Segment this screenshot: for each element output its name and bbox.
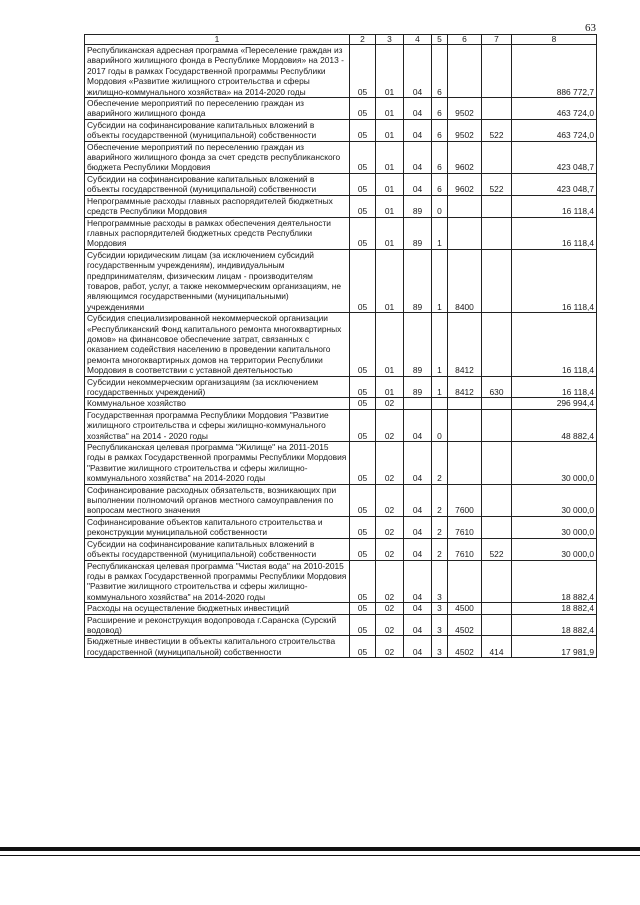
row-amount: 48 882,4 — [512, 409, 597, 441]
row-target-item-code: 4502 — [448, 614, 482, 636]
row-section-code: 05 — [350, 173, 376, 195]
row-target-item-code — [448, 195, 482, 217]
row-target-item-code: 4502 — [448, 636, 482, 658]
row-program-code: 04 — [404, 538, 432, 560]
row-subsection-code: 02 — [376, 409, 404, 441]
row-amount: 16 118,4 — [512, 376, 597, 398]
row-target-item-code — [448, 560, 482, 603]
row-subsection-code: 02 — [376, 560, 404, 603]
row-section-code: 05 — [350, 538, 376, 560]
row-subprogram-code: 3 — [432, 603, 448, 614]
row-target-item-code: 8400 — [448, 249, 482, 312]
row-amount: 16 118,4 — [512, 249, 597, 312]
row-program-code: 04 — [404, 614, 432, 636]
row-program-code: 04 — [404, 516, 432, 538]
column-header-name: 1 — [85, 35, 350, 45]
column-header-subprogram: 5 — [432, 35, 448, 45]
row-expense-type-code — [482, 195, 512, 217]
budget-table — [84, 34, 597, 658]
row-expense-type-code — [482, 560, 512, 603]
row-target-item-code: 9502 — [448, 98, 482, 120]
row-subsection-code: 01 — [376, 195, 404, 217]
row-amount: 463 724,0 — [512, 98, 597, 120]
row-amount: 16 118,4 — [512, 313, 597, 376]
row-subprogram-code: 1 — [432, 249, 448, 312]
row-expense-type-code — [482, 98, 512, 120]
column-header-subsection: 3 — [376, 35, 404, 45]
row-subprogram-code: 6 — [432, 141, 448, 173]
row-section-code: 05 — [350, 249, 376, 312]
table-row — [85, 141, 597, 173]
row-subprogram-code: 2 — [432, 484, 448, 516]
row-subprogram-code: 6 — [432, 173, 448, 195]
row-subprogram-code: 0 — [432, 195, 448, 217]
row-name: Обеспечение мероприятий по переселению граждан из аварийного жилищного фонда — [85, 98, 350, 120]
row-section-code: 05 — [350, 603, 376, 614]
row-program-code: 04 — [404, 173, 432, 195]
row-subprogram-code: 2 — [432, 538, 448, 560]
row-amount: 18 882,4 — [512, 603, 597, 614]
row-name: Республиканская целевая программа "Чистая вода" на 2010-2015 годы в рамках Государственной программы Республики Мордовия "Развитие жилищного строительства и сферы жилищно-коммунального хозяйства" на 2014-2020 годы — [85, 560, 350, 603]
row-section-code: 05 — [350, 398, 376, 409]
row-target-item-code: 8412 — [448, 313, 482, 376]
row-name: Субсидии юридическим лицам (за исключением субсидий государственным учреждениям), индивидуальным предпринимателям, физическим лицам - производителям товаров, работ, услуг, а также некоммерческим организациям, не являющимся государственными (муниципальными) учреждениями — [85, 249, 350, 312]
row-section-code: 05 — [350, 516, 376, 538]
row-expense-type-code: 522 — [482, 119, 512, 141]
row-name: Субсидии некоммерческим организациям (за исключением государственных учреждений) — [85, 376, 350, 398]
row-program-code: 89 — [404, 249, 432, 312]
row-expense-type-code — [482, 484, 512, 516]
row-name: Субсидии на софинансирование капитальных вложений в объекты государственной (муниципальной) собственности — [85, 173, 350, 195]
row-subprogram-code: 0 — [432, 409, 448, 441]
row-program-code: 89 — [404, 195, 432, 217]
row-subprogram-code: 1 — [432, 217, 448, 249]
row-program-code: 04 — [404, 560, 432, 603]
row-target-item-code: 9602 — [448, 173, 482, 195]
row-section-code: 05 — [350, 560, 376, 603]
row-expense-type-code: 414 — [482, 636, 512, 658]
table-row — [85, 398, 597, 409]
row-amount: 30 000,0 — [512, 538, 597, 560]
row-name: Субсидии на софинансирование капитальных вложений в объекты государственной (муниципальной) собственности — [85, 119, 350, 141]
row-subsection-code: 02 — [376, 636, 404, 658]
row-name: Обеспечение мероприятий по переселению граждан из аварийного жилищного фонда за счет средств республиканского бюджета Республики Мордовия — [85, 141, 350, 173]
row-program-code: 89 — [404, 217, 432, 249]
row-expense-type-code: 522 — [482, 538, 512, 560]
row-amount: 30 000,0 — [512, 484, 597, 516]
row-amount: 423 048,7 — [512, 141, 597, 173]
row-subsection-code: 01 — [376, 217, 404, 249]
row-target-item-code: 9602 — [448, 141, 482, 173]
row-amount: 18 882,4 — [512, 614, 597, 636]
row-subprogram-code: 1 — [432, 376, 448, 398]
table-row — [85, 98, 597, 120]
row-expense-type-code — [482, 398, 512, 409]
row-name: Республиканская адресная программа «Переселение граждан из аварийного жилищного фонда в Республике Мордовия» на 2013 - 2017 годы в рамках Государственной программы Республики Мордовия «Развитие жилищного строительства и сферы жилищно-коммунального хозяйства» на 2014-2020 годы — [85, 45, 350, 98]
row-subsection-code: 02 — [376, 538, 404, 560]
row-name: Софинансирование расходных обязательств, возникающих при выполнении полномочий органов местного самоуправления по вопросам местного значения — [85, 484, 350, 516]
row-name: Коммунальное хозяйство — [85, 398, 350, 409]
table-header-row — [85, 35, 597, 45]
row-expense-type-code — [482, 141, 512, 173]
column-header-expense-type: 7 — [482, 35, 512, 45]
row-program-code: 04 — [404, 484, 432, 516]
row-program-code: 04 — [404, 45, 432, 98]
row-subprogram-code: 2 — [432, 442, 448, 485]
table-row — [85, 538, 597, 560]
row-expense-type-code: 522 — [482, 173, 512, 195]
row-target-item-code — [448, 409, 482, 441]
row-amount: 17 981,9 — [512, 636, 597, 658]
row-program-code: 89 — [404, 376, 432, 398]
row-target-item-code: 7600 — [448, 484, 482, 516]
row-subsection-code: 02 — [376, 398, 404, 409]
row-expense-type-code — [482, 249, 512, 312]
row-subsection-code: 01 — [376, 119, 404, 141]
row-program-code: 04 — [404, 119, 432, 141]
row-subprogram-code: 6 — [432, 45, 448, 98]
footer-rule-thin — [0, 855, 640, 856]
row-subsection-code: 01 — [376, 376, 404, 398]
row-program-code — [404, 398, 432, 409]
row-expense-type-code: 630 — [482, 376, 512, 398]
row-subsection-code: 01 — [376, 313, 404, 376]
row-subsection-code: 02 — [376, 614, 404, 636]
row-target-item-code — [448, 398, 482, 409]
row-name: Софинансирование объектов капитального строительства и реконструкции муниципальной собственности — [85, 516, 350, 538]
table-row — [85, 442, 597, 485]
row-program-code: 04 — [404, 141, 432, 173]
row-amount: 30 000,0 — [512, 442, 597, 485]
row-section-code: 05 — [350, 442, 376, 485]
table-row — [85, 560, 597, 603]
row-section-code: 05 — [350, 376, 376, 398]
table-row — [85, 313, 597, 376]
row-subsection-code: 01 — [376, 141, 404, 173]
row-subprogram-code: 6 — [432, 119, 448, 141]
column-header-target-item: 6 — [448, 35, 482, 45]
row-section-code: 05 — [350, 141, 376, 173]
table-body — [85, 45, 597, 658]
row-program-code: 04 — [404, 442, 432, 485]
row-name: Субсидия специализированной некоммерческой организации «Республиканский Фонд капитального ремонта многоквартирных домов» на финансовое обеспечение затрат, связанных с оказанием содействия населению в проведении капитального ремонта многоквартирных домов на территории Республики Мордовия в соответствии с уставной деятельностью — [85, 313, 350, 376]
row-section-code: 05 — [350, 98, 376, 120]
table-row — [85, 119, 597, 141]
row-program-code: 04 — [404, 409, 432, 441]
row-section-code: 05 — [350, 636, 376, 658]
row-section-code: 05 — [350, 313, 376, 376]
row-section-code: 05 — [350, 217, 376, 249]
row-subprogram-code: 1 — [432, 313, 448, 376]
row-subprogram-code — [432, 398, 448, 409]
page-number: 63 — [585, 22, 596, 34]
row-subprogram-code: 2 — [432, 516, 448, 538]
row-target-item-code — [448, 442, 482, 485]
row-target-item-code: 8412 — [448, 376, 482, 398]
table-row — [85, 614, 597, 636]
row-target-item-code: 7610 — [448, 516, 482, 538]
row-subsection-code: 01 — [376, 249, 404, 312]
row-amount: 423 048,7 — [512, 173, 597, 195]
row-name: Бюджетные инвестиции в объекты капитального строительства государственной (муниципальной) собственности — [85, 636, 350, 658]
row-subprogram-code: 6 — [432, 98, 448, 120]
row-expense-type-code — [482, 217, 512, 249]
row-section-code: 05 — [350, 195, 376, 217]
row-target-item-code: 4500 — [448, 603, 482, 614]
row-expense-type-code — [482, 45, 512, 98]
row-expense-type-code — [482, 442, 512, 485]
row-expense-type-code — [482, 516, 512, 538]
row-expense-type-code — [482, 603, 512, 614]
row-subprogram-code: 3 — [432, 614, 448, 636]
row-subprogram-code: 3 — [432, 560, 448, 603]
table-row — [85, 376, 597, 398]
footer-rule-thick — [0, 847, 640, 851]
table-row — [85, 636, 597, 658]
row-section-code: 05 — [350, 409, 376, 441]
row-subsection-code: 01 — [376, 98, 404, 120]
row-amount: 30 000,0 — [512, 516, 597, 538]
row-name: Непрограммные расходы главных распорядителей бюджетных средств Республики Мордовия — [85, 195, 350, 217]
row-target-item-code — [448, 45, 482, 98]
row-name: Расширение и реконструкция водопровода г.Саранска (Сурский водовод) — [85, 614, 350, 636]
row-name: Непрограммные расходы в рамках обеспечения деятельности главных распорядителей бюджетных средств Республики Мордовия — [85, 217, 350, 249]
row-name: Субсидии на софинансирование капитальных вложений в объекты государственной (муниципальной) собственности — [85, 538, 350, 560]
row-subprogram-code: 3 — [432, 636, 448, 658]
row-section-code: 05 — [350, 45, 376, 98]
row-expense-type-code — [482, 313, 512, 376]
row-target-item-code: 7610 — [448, 538, 482, 560]
row-subsection-code: 01 — [376, 173, 404, 195]
row-program-code: 04 — [404, 98, 432, 120]
row-name: Республиканская целевая программа "Жилище" на 2011-2015 годы в рамках Государственной программы Республики Мордовия "Развитие жилищного строительства и сферы жилищно-коммунального хозяйства" на 2014-2020 годы — [85, 442, 350, 485]
row-expense-type-code — [482, 409, 512, 441]
row-amount: 16 118,4 — [512, 195, 597, 217]
table-row — [85, 409, 597, 441]
row-amount: 463 724,0 — [512, 119, 597, 141]
row-section-code: 05 — [350, 484, 376, 516]
table-row — [85, 173, 597, 195]
row-subsection-code: 01 — [376, 45, 404, 98]
row-program-code: 89 — [404, 313, 432, 376]
row-target-item-code: 9502 — [448, 119, 482, 141]
table-row — [85, 603, 597, 614]
column-header-section: 2 — [350, 35, 376, 45]
table-row — [85, 45, 597, 98]
column-header-amount: 8 — [512, 35, 597, 45]
table-row — [85, 195, 597, 217]
row-section-code: 05 — [350, 119, 376, 141]
row-subsection-code: 02 — [376, 484, 404, 516]
row-name: Расходы на осуществление бюджетных инвестиций — [85, 603, 350, 614]
row-program-code: 04 — [404, 636, 432, 658]
table-row — [85, 217, 597, 249]
table-row — [85, 249, 597, 312]
row-section-code: 05 — [350, 614, 376, 636]
row-name: Государственная программа Республики Мордовия "Развитие жилищного строительства и сферы жилищно-коммунального хозяйства" на 2014 - 2020 годы — [85, 409, 350, 441]
row-amount: 296 994,4 — [512, 398, 597, 409]
table-row — [85, 484, 597, 516]
row-subsection-code: 02 — [376, 603, 404, 614]
table-row — [85, 516, 597, 538]
row-subsection-code: 02 — [376, 516, 404, 538]
row-amount: 18 882,4 — [512, 560, 597, 603]
column-header-program: 4 — [404, 35, 432, 45]
row-subsection-code: 02 — [376, 442, 404, 485]
row-target-item-code — [448, 217, 482, 249]
row-amount: 886 772,7 — [512, 45, 597, 98]
row-expense-type-code — [482, 614, 512, 636]
row-amount: 16 118,4 — [512, 217, 597, 249]
row-program-code: 04 — [404, 603, 432, 614]
